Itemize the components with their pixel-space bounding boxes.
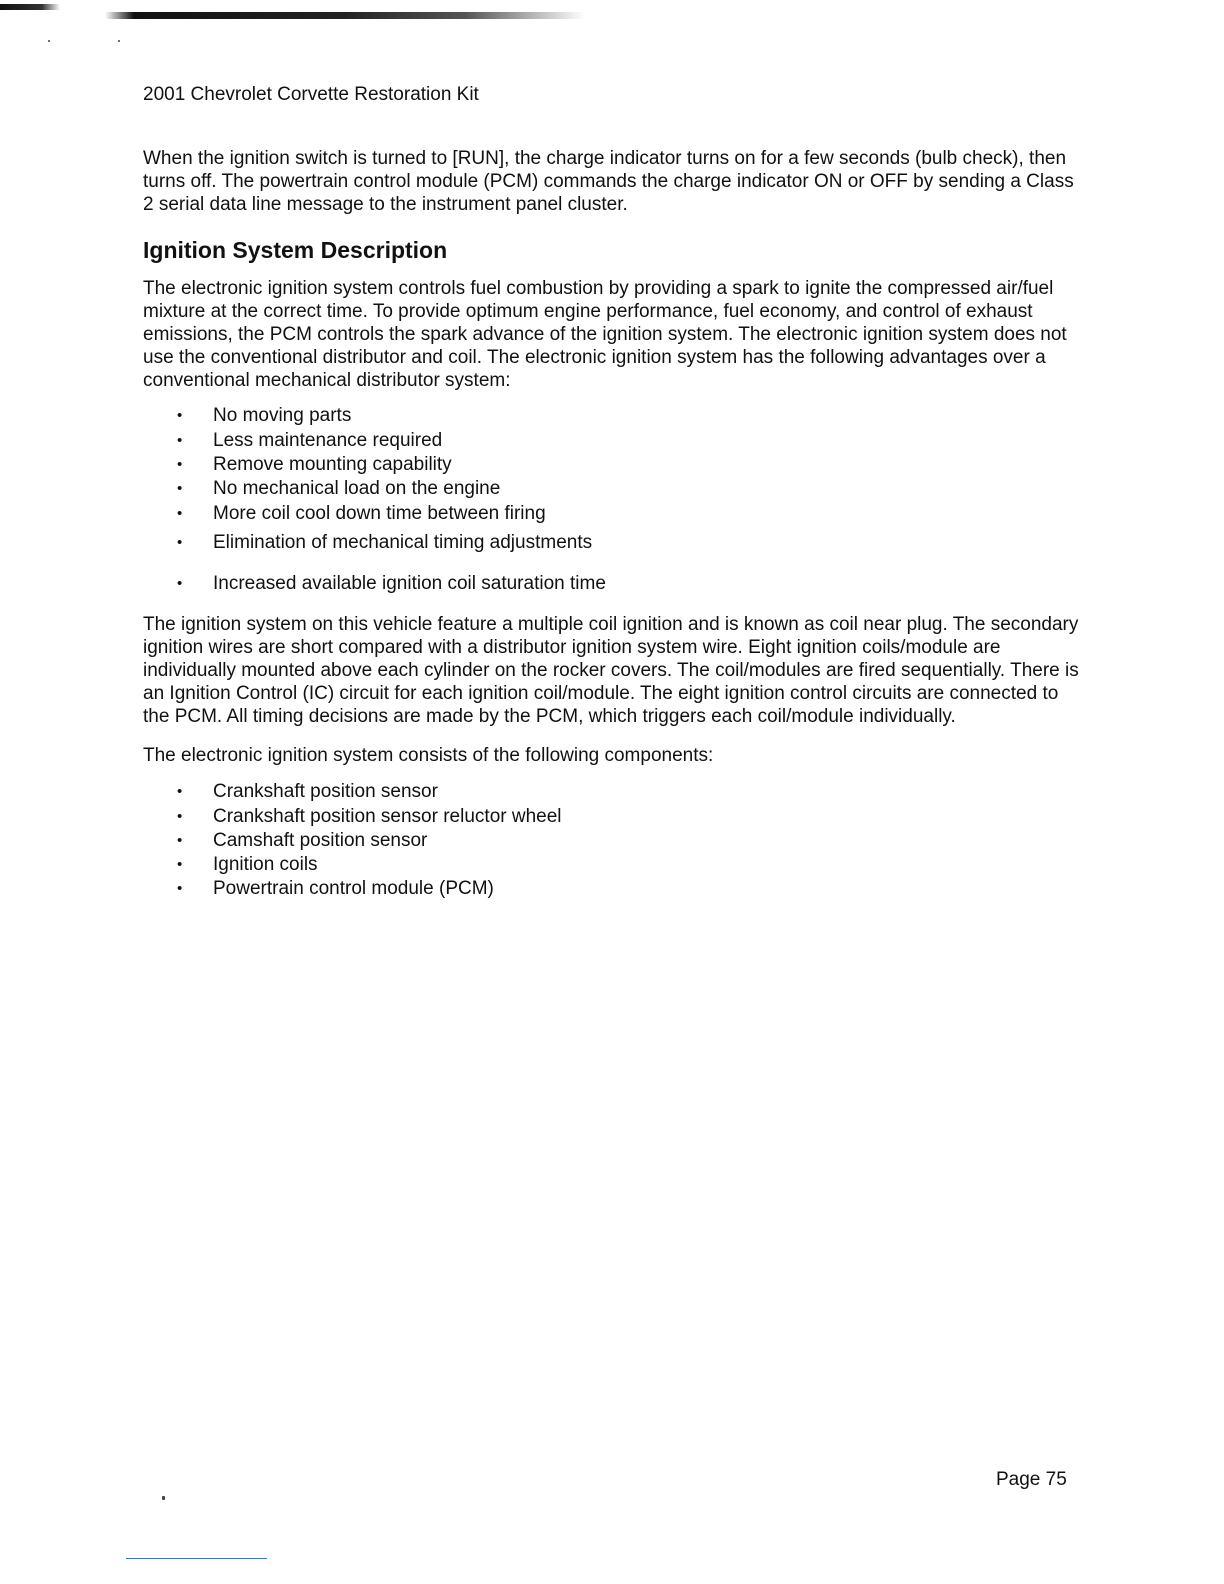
bullet-icon: •	[177, 455, 183, 473]
bullet-icon: •	[177, 856, 183, 874]
bullet-icon: •	[177, 504, 183, 522]
list-item: • Ignition coils	[143, 853, 1083, 877]
footer-rule	[126, 1558, 267, 1559]
list-item: • Camshaft position sensor	[143, 829, 1083, 853]
scan-artifact-left	[0, 4, 60, 10]
paragraph-ignition-intro: The electronic ignition system controls fuel combustion by providing a spark to ignite the compressed air/fuel mixture at the correct time. To provide optimum engine performance, fuel economy, and control of exhaust emissions, the PCM controls the spark advance of the ignition system. The electronic ignition system does not use the conventional distributor and coil. The electronic ignition system has the following advantages over a conventional mechanical distributor system:	[143, 278, 1067, 391]
page-number: Page 75	[996, 1469, 1067, 1490]
bullet-icon: •	[177, 575, 183, 593]
document-body	[143, 148, 1083, 902]
paragraph-charge-indicator: When the ignition switch is turned to [RUN], the charge indicator turns on for a few seconds (bulb check), then turns off. The powertrain control module (PCM) commands the charge indicator ON or OFF by sending a Class 2 serial data line message to the instrument panel cluster.	[143, 148, 1074, 215]
list-item: • Powertrain control module (PCM)	[143, 877, 1083, 901]
scan-artifact-top	[105, 12, 585, 19]
bullet-icon: •	[177, 431, 183, 449]
bullet-icon: •	[177, 783, 183, 801]
list-item: • Elimination of mechanical timing adjustments	[143, 531, 1083, 555]
bullet-icon: •	[177, 807, 183, 825]
paragraph-components-intro: The electronic ignition system consists of the following components:	[143, 745, 714, 767]
scan-speck	[118, 40, 120, 42]
list-item: • More coil cool down time between firing	[143, 502, 1083, 526]
list-item: • Increased available ignition coil saturation time	[143, 572, 1083, 596]
scan-speck	[48, 40, 50, 42]
advantages-list	[143, 404, 1083, 596]
bullet-icon: •	[177, 533, 183, 551]
scan-speck	[162, 1496, 165, 1500]
list-item: • No moving parts	[143, 404, 1083, 428]
list-item: • Crankshaft position sensor	[143, 780, 1083, 804]
list-item: • Crankshaft position sensor reluctor wheel	[143, 805, 1083, 829]
section-heading: Ignition System Description	[143, 237, 448, 264]
components-list	[143, 780, 1083, 901]
list-item: • No mechanical load on the engine	[143, 477, 1083, 501]
paragraph-coil-near-plug: The ignition system on this vehicle feature a multiple coil ignition and is known as coil near plug. The secondary ignition wires are short compared with a distributor ignition system wire. Eight ignition coils/module are individually mounted above each cylinder on the rocker covers. The coil/modules are fired sequentially. There is an Ignition Control (IC) circuit for each ignition coil/module. The eight ignition control circuits are connected to the PCM. All timing decisions are made by the PCM, which triggers each coil/module individually.	[143, 614, 1079, 727]
bullet-icon: •	[177, 407, 183, 425]
bullet-icon: •	[177, 480, 183, 498]
list-item: • Less maintenance required	[143, 429, 1083, 453]
list-item: • Remove mounting capability	[143, 453, 1083, 477]
bullet-icon: •	[177, 880, 183, 898]
bullet-icon: •	[177, 831, 183, 849]
document-header: 2001 Chevrolet Corvette Restoration Kit	[143, 84, 479, 105]
